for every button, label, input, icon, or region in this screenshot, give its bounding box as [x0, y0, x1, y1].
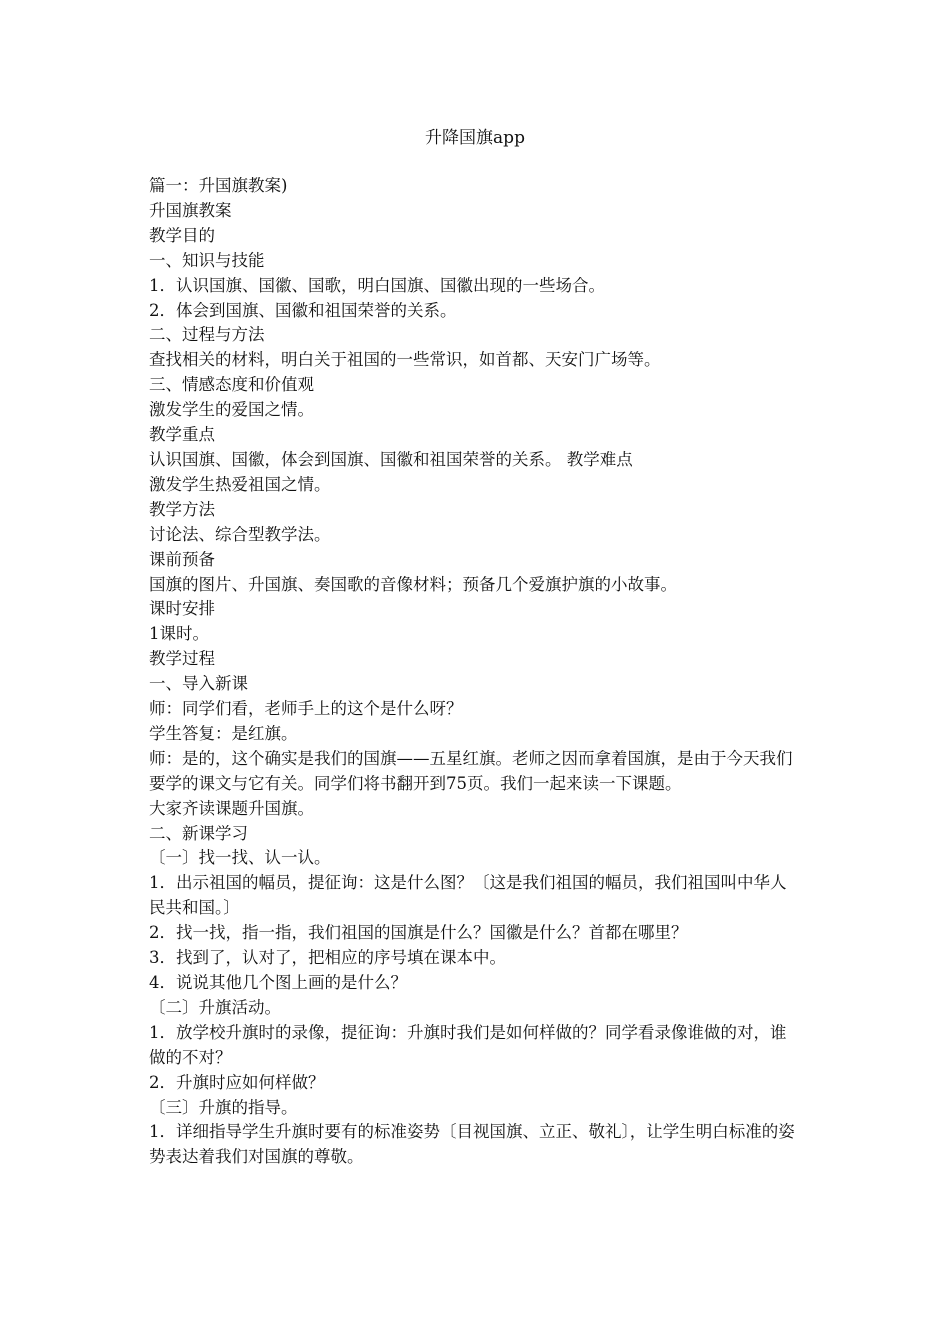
paragraph: 2．体会到国旗、国徽和祖国荣誉的关系。 [149, 300, 457, 320]
paragraph: 一、导入新课 [149, 674, 248, 694]
paragraph: 课时安排 [149, 599, 215, 619]
document-title: 升降国旗app [425, 128, 525, 148]
paragraph: 1．详细指导学生升旗时要有的标准姿势〔目视国旗、立正、敬礼〕，让学生明白标准的姿势表达着我们对国旗的尊敬。 [149, 1122, 795, 1167]
paragraph: 师：同学们看，老师手上的这个是什么呀？ [149, 699, 463, 719]
paragraph: 〔一〕找一找、认一认。 [149, 848, 331, 868]
paragraph: 篇一：升国旗教案) [149, 176, 288, 195]
paragraph: 2．升旗时应如何样做？ [149, 1072, 325, 1092]
paragraph: 1．认识国旗、国徽、国歌，明白国旗、国徽出现的一些场合。 [149, 275, 605, 295]
paragraph: 激发学生的爱国之情。 [149, 400, 314, 420]
paragraph: 师：是的，这个确实是我们的国旗——五星红旗。老师之因而拿着国旗，是由于今天我们要学的课文与它有关。同学们将书翻开到75页。我们一起来读一下课题。 [149, 748, 793, 793]
paragraph: 课前预备 [149, 549, 215, 569]
paragraph: 二、过程与方法 [149, 325, 265, 345]
paragraph: 大家齐读课题升国旗。 [149, 798, 314, 818]
paragraph: 4．说说其他几个图上画的是什么？ [149, 973, 407, 992]
paragraph: 教学重点 [149, 425, 215, 445]
paragraph: 认识国旗、国徽，体会到国旗、国徽和祖国荣誉的关系。 教学难点 [149, 449, 633, 469]
paragraph: 讨论法、综合型教学法。 [149, 524, 331, 544]
paragraph: 教学过程 [149, 649, 215, 669]
paragraph: 1．放学校升旗时的录像，提征询：升旗时我们是如何样做的？同学看录像谁做的对，谁做的不对？ [149, 1022, 787, 1067]
paragraph: 三、情感态度和价值观 [149, 375, 314, 395]
document-body [149, 174, 801, 1170]
paragraph: 〔二〕升旗活动。 [149, 997, 281, 1017]
paragraph: 3．找到了，认对了，把相应的序号填在课本中。 [149, 948, 506, 968]
paragraph: 1课时。 [149, 624, 209, 644]
paragraph: 2．找一找，指一指，我们祖国的国旗是什么？国徽是什么？首都在哪里？ [149, 923, 688, 943]
paragraph: 一、知识与技能 [149, 250, 265, 270]
paragraph: 查找相关的材料，明白关于祖国的一些常识，如首都、天安门广场等。 [149, 350, 661, 370]
paragraph: 升国旗教案 [149, 200, 232, 220]
paragraph: 〔三〕升旗的指导。 [149, 1097, 298, 1117]
paragraph: 学生答复：是红旗。 [149, 723, 298, 743]
paragraph: 激发学生热爱祖国之情。 [149, 474, 331, 494]
paragraph: 二、新课学习 [149, 823, 248, 843]
paragraph: 教学目的 [149, 225, 215, 245]
paragraph: 国旗的图片、升国旗、奏国歌的音像材料；预备几个爱旗护旗的小故事。 [149, 574, 677, 594]
paragraph: 教学方法 [149, 499, 215, 519]
paragraph: 1．出示祖国的幅员，提征询：这是什么图？〔这是我们祖国的幅员，我们祖国叫中华人民共和国。〕 [149, 873, 787, 918]
